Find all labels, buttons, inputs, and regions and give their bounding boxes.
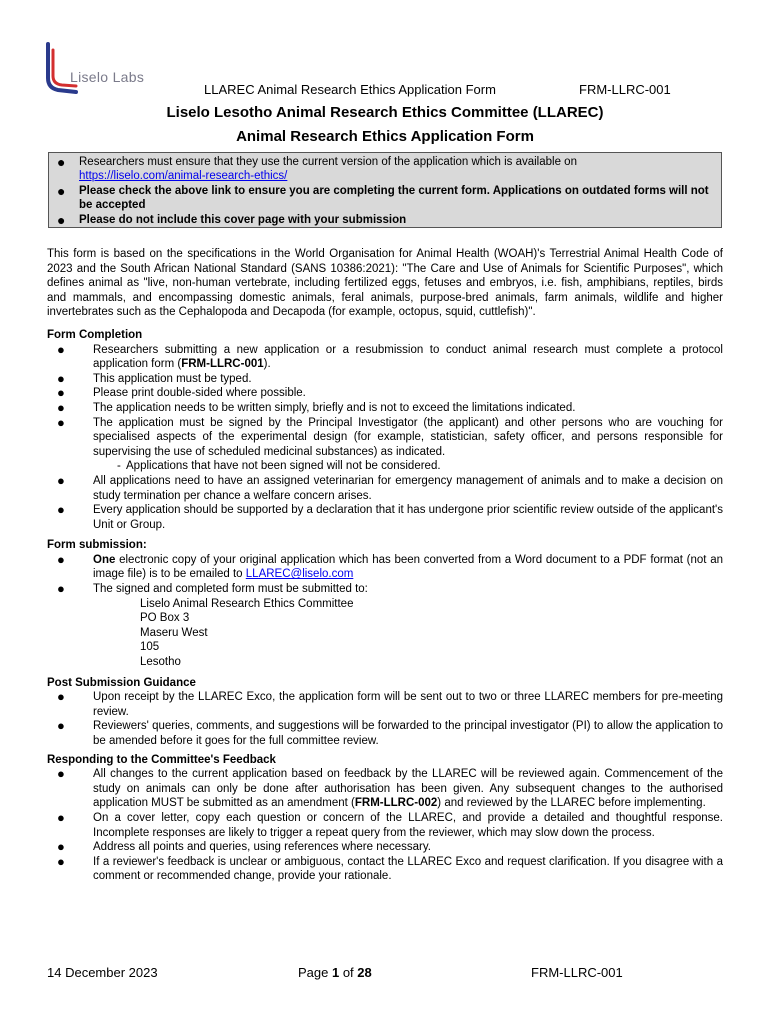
intro-paragraph: This form is based on the specifications in the World Organisation for Animal Health (WOAH)'s Terrestrial Animal Health Code of 2023 and the South African National Standard (SANS 10386:2021): "The Care and Use of Animals for Scientific Purposes", which defines animal as "live, non-human vertebrate, including fertilized eggs, fetuses and embryos, i.e. fish, amphibians, reptiles, birds and mammals, and encompassing domestic animals, feral animals, purpose-bred animals, farm animals, wildlife and higher invertebrates such as the Cephalopoda and Decapoda (for example, octopus, squid, cuttlefish)". — [47, 248, 723, 319]
form-completion-heading: Form Completion — [47, 328, 143, 341]
address-line: Maseru West — [140, 626, 208, 639]
address-line: PO Box 3 — [140, 612, 190, 625]
bullet-icon: ● — [57, 154, 66, 170]
post-submission-list — [47, 690, 723, 748]
feedback-list — [47, 767, 723, 884]
form-completion-list-cont — [47, 474, 723, 532]
address-line: Lesotho — [140, 656, 181, 669]
list-item: ● On a cover letter, copy each question or concern of the LLAREC, and provide a detailed and thoughtful response. Incomplete responses are likely to trigger a repeat query from the reviewer, which may slow down the process. — [47, 811, 723, 840]
header-form-code: FRM-LLRC-001 — [579, 82, 671, 97]
document-body — [47, 247, 723, 884]
postal-address — [47, 597, 723, 670]
document-title: Liselo Lesotho Animal Research Ethics Committee (LLAREC) — [166, 104, 604, 121]
notice-text: Please check the above link to ensure you are completing the current form. Applications on outdated forms will not be accepted — [79, 185, 709, 211]
notice-text: Researchers must ensure that they use the current version of the application which is available on — [79, 156, 577, 168]
sub-list-item: - Applications that have not been signed will not be considered. — [117, 460, 441, 473]
list-item: ● All applications need to have an assigned veterinarian for emergency management of animals and to make a decision on study termination per chance a welfare concern arises. — [47, 474, 723, 503]
list-item: ● If a reviewer's feedback is unclear or ambiguous, contact the LLAREC Exco and request clarification. If you disagree with a comment or recommended change, provide your rationale. — [47, 855, 723, 884]
list-item: ● Address all points and queries, using references where necessary. — [47, 840, 723, 855]
header-form-title: LLAREC Animal Research Ethics Application Form — [204, 82, 496, 97]
form-completion-list — [47, 343, 723, 460]
footer-date: 14 December 2023 — [47, 965, 158, 980]
footer-form-code: FRM-LLRC-001 — [531, 965, 623, 980]
list-item: ● Every application should be supported by a declaration that it has undergone prior scientific review outside of the applicant's Unit or Group. — [47, 503, 723, 532]
ethics-form-link[interactable]: https://liselo.com/animal-research-ethics/ — [79, 170, 288, 182]
form-submission-list — [47, 553, 723, 597]
list-item: ● All changes to the current application based on feedback by the LLAREC will be reviewed again. Commencement of the study on animals can only be done after authorisation has been given. Any subsequent changes to the authorised application MUST be submitted as an amendment (FRM-LLRC-002) and reviewed by the LLAREC before implementing. — [47, 767, 723, 811]
bullet-icon: ● — [57, 212, 66, 228]
notice-text: Please do not include this cover page with your submission — [79, 214, 407, 226]
logo-text: Liselo Labs — [70, 69, 145, 85]
list-item: ● Researchers submitting a new application or a resubmission to conduct animal research must complete a protocol application form (FRM-LLRC-001). — [47, 343, 723, 372]
list-item: ● Upon receipt by the LLAREC Exco, the application form will be sent out to two or three LLAREC members for pre-meeting review. — [47, 690, 723, 719]
list-item: ● The application needs to be written simply, briefly and is not to exceed the limitations indicated. — [47, 401, 723, 416]
list-item: ● Please print double-sided where possible. — [47, 386, 723, 401]
list-item: ● The signed and completed form must be submitted to: — [47, 582, 723, 597]
address-line: Liselo Animal Research Ethics Committee — [140, 597, 354, 610]
document-subtitle: Animal Research Ethics Application Form — [236, 128, 534, 145]
list-item: ● This application must be typed. — [47, 372, 723, 387]
form-submission-heading: Form submission: — [47, 539, 147, 552]
list-item: ● One electronic copy of your original application which has been converted from a Word document to a PDF format (not an image file) is to be emailed to LLAREC@liselo.com — [47, 553, 723, 582]
footer-page-number: Page 1 of 28 — [298, 965, 372, 980]
notice-box — [48, 152, 722, 228]
email-link[interactable]: LLAREC@liselo.com — [245, 568, 354, 581]
company-logo — [42, 42, 162, 98]
bullet-icon: ● — [57, 183, 66, 199]
feedback-heading: Responding to the Committee's Feedback — [47, 753, 276, 766]
address-line: 105 — [140, 641, 160, 654]
list-item: ● Reviewers' queries, comments, and suggestions will be forwarded to the principal investigator (PI) to allow the application to be amended before it goes for the full committee review. — [47, 719, 723, 748]
post-submission-heading: Post Submission Guidance — [47, 676, 196, 689]
list-item: ● The application must be signed by the Principal Investigator (the applicant) and other persons who are vouching for specialised aspects of the experimental design (for example, statistician, safety officer, and persons responsible for supervising the use of scheduled medicinal substances) as indicated. — [47, 416, 723, 460]
